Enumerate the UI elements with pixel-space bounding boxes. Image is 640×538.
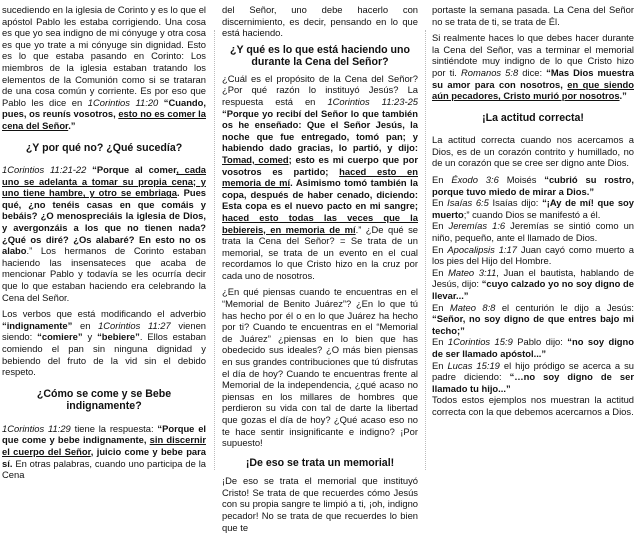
column-divider — [425, 30, 426, 470]
column-divider — [214, 30, 215, 470]
section-heading: ¡La actitud correcta! — [482, 111, 584, 124]
column-right — [432, 4, 634, 423]
section-heading: ¿Cómo se come y se Bebe indignamente? — [36, 387, 172, 413]
list-item: En Apocalipsis 1:17 Juan cayó como muerto a los pies del Hijo del Hombre. — [432, 243, 634, 267]
list-item: En Lucas 15:19 el hijo pródigo se acerca a su padre diciendo: “…no soy digno de ser llamado tu hijo...” — [432, 359, 634, 394]
section-heading: ¡De eso se trata un memorial! — [245, 456, 395, 469]
list-item: En 1Corintios 15:9 Pablo dijo: “no soy digno de ser llamado apóstol...” — [432, 336, 634, 359]
section-heading: ¿Y por qué no? ¿Qué sucedía? — [25, 141, 183, 154]
paragraph: ¿Cuál es el propósito de la Cena del Señor? ¿Por qué razón lo instituyó Jesús? La respuesta está en 1Corintios 11:23-25 “Porque yo recibí del Señor lo que también os he enseñado: Que el Señor Jesús, la noche que fue entregado, tomó pan; y habiendo dado gracias, lo partió, y dijo: Tomad, comed; esto es mi cuerpo que por vosotros es partido; haced esto en memoria de mí. Asimismo tomó también la copa, después de haber cenado, diciendo: Esta copa es el nuevo pacto en mi sangre; haced esto todas las veces que la bebiereis, en memoria de mí.” ¿De qué se trata la Cena del Señor? = Se trata de un memorial, se trata de un evento en el cual recordamos lo que Cristo hizo en la cruz por cada uno de nosotros. — [222, 72, 419, 281]
paragraph: Todos estos ejemplos nos muestran la actitud correcta con la que debemos acercarnos a Dios. — [432, 394, 634, 417]
paragraph: del Señor, uno debe hacerlo con discernimiento, es decir, pensando en lo que está haciendo. — [222, 4, 418, 39]
paragraph: Si realmente haces lo que debes hacer durante la Cena del Señor, vas a terminar el memorial sintiéndote muy indigno de lo que Cristo hizo por ti. Romanos 5:8 dice: “Mas Dios muestra su amor para con nosotros, en que siendo aún pecadores, Cristo murió por nosotros.” — [432, 32, 635, 102]
example-list — [432, 174, 634, 394]
column-middle — [222, 4, 418, 538]
list-item: En Mateo 3:11, Juan el bautista, hablando de Jesús, dijo: “cuyo calzado yo no soy digno de llevar...” — [432, 266, 634, 301]
paragraph: ¿En qué piensas cuando te encuentras en el “Memorial de Benito Juárez”? ¿En lo que tú has hecho por él o en lo que Juárez ha hecho por ti? Cuando te encuentras en el “Memorial de Juárez” ¿piensas en lo bien que has obedecido sus ideales? ¿O más bien piensas en sus grandes contribuciones que tú disfrutas el día de hoy? Cuando te encuentras frente al Memorial de la independencia, ¿qué acaso no piensas en los millares de hombres que perdieron su vida con tal de darte la libertad que gozas el día de hoy? ¿Qué acaso eso no te hace sentir insignificante e indigno? ¡Por supuesto! — [222, 286, 418, 449]
paragraph: Los verbos que está modificando el adverbio “indignamente” en 1Corintios 11:27 vienen siendo: “comiere” y “bebiere”. Ellos estaban comiendo el pan sin ninguna dignidad y bebiendo del fruto de la vid sin el debido respeto. — [2, 308, 207, 378]
column-left — [2, 4, 206, 486]
paragraph: 1Corintios 11:29 tiene la respuesta: “Porque el que come y bebe indignamente, sin discernir el cuerpo del Señor, juicio come y bebe para sí. En otras palabras, cuando uno participa de la Cena — [2, 422, 207, 481]
paragraph: portaste la semana pasada. La Cena del Señor no se trata de ti, se trata de Él. — [432, 4, 634, 27]
paragraph: ¡De eso se trata el memorial que instituyó Cristo! Se trata de que recuerdes cómo Jesús con su propia sangre te limpió a ti, ¡oh, indigno pecador! No se trata de que recuerdes lo bien que te — [222, 475, 418, 533]
paragraph: La actitud correcta cuando nos acercamos a Dios, es de un corazón contrito y humillado, no de un corazón que se cree ser digno ante Dios. — [432, 134, 634, 169]
list-item: En Jeremías 1:6 Jeremías se sintió como un niño, pequeño, ante el llamado de Dios. — [432, 220, 634, 243]
list-item: En Éxodo 3:6 Moisés “cubrió su rostro, porque tuvo miedo de mirar a Dios.” — [432, 174, 634, 197]
paragraph: sucediendo en la iglesia de Corinto y es lo que el apóstol Pablo les estaba corrigiendo. Una cosa es que yo sea indigno de mi cónyuge y otra cosa es que yo trate a mi cónyuge sin dignidad. Esto es lo que estaba pasando en Corinto: Los miembros de la iglesia estaban tratando los elementos de la Comunión como si se trataran de una cosa común y corriente. Es por eso que Pablo les dice en 1Corintios 11:20 “Cuando, pues, os reunís vosotros, esto no es comer la cena del Señor.” — [2, 4, 206, 131]
paragraph: 1Corintios 11:21-22 “Porque al comer, cada uno se adelanta a tomar su propia cena; y uno tiene hambre, y otro se embriaga. Pues qué, ¿no tenéis casas en que comáis y bebáis? ¿O menospreciáis la iglesia de Dios, y avergonzáis a los que no tienen nada? ¿Qué os diré? ¿Os alabaré? En esto no os alabo.” Los hermanos de Corinto estaban haciendo las insensateces que acaba de mencionar Pablo y todavía se les ocurría decir que lo que estaban haciendo era celebrando la Cena del Señor. — [2, 164, 207, 303]
list-item: En Mateo 8:8 el centurión le dijo a Jesús: “Señor, no soy digno de que entres bajo mi techo;” — [432, 301, 634, 336]
section-heading: ¿Y qué es lo que está haciendo uno durante la Cena del Señor? — [230, 43, 410, 69]
list-item: En Isaías 6:5 Isaías dijo: “¡Ay de mí! que soy muerto;” cuando Dios se manifestó a él. — [432, 197, 634, 220]
